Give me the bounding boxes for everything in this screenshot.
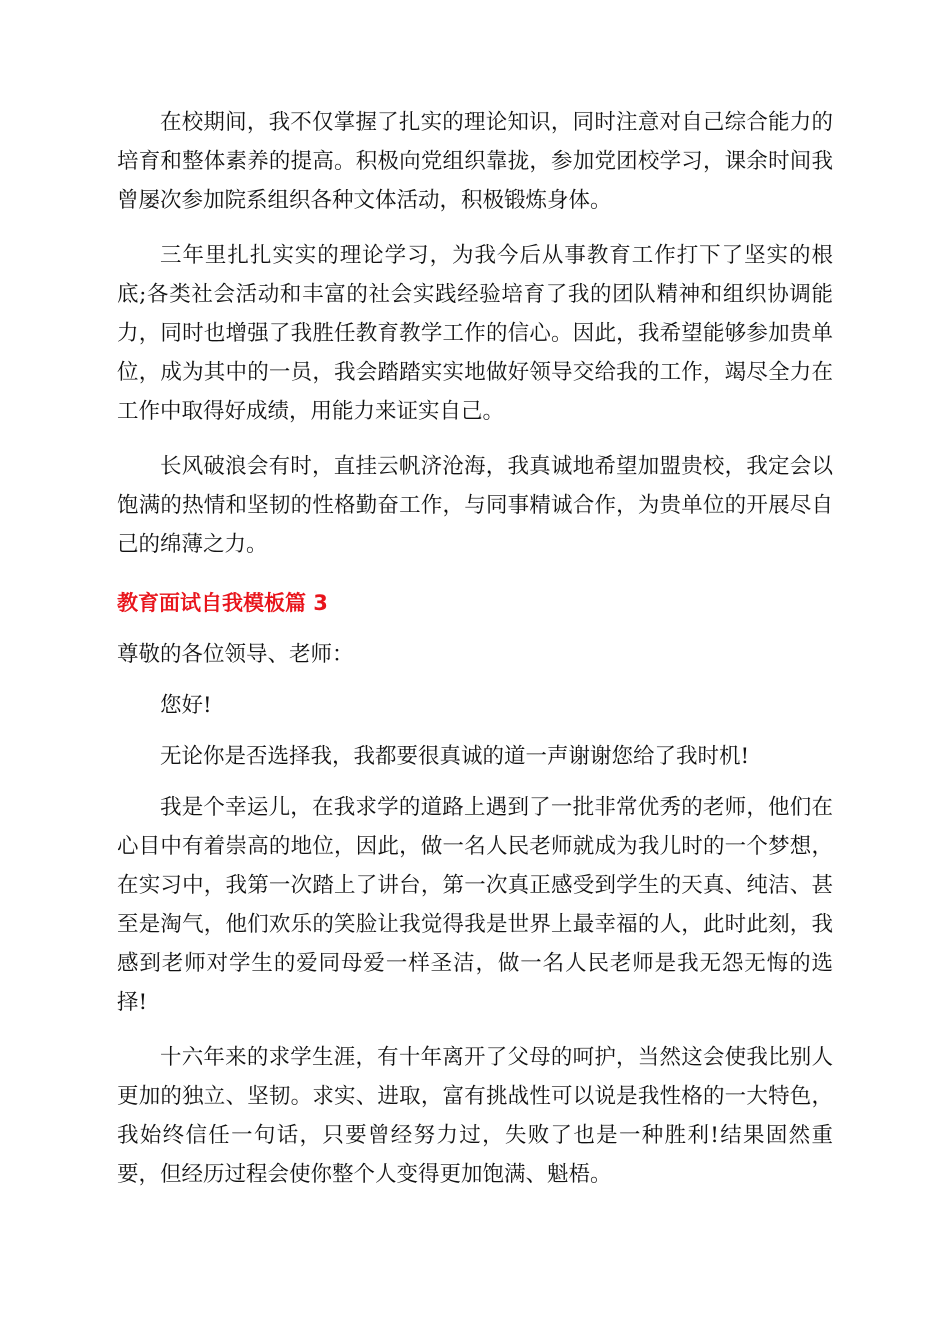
paragraph-teacher-dream: 我是个幸运儿，在我求学的道路上遇到了一批非常优秀的老师，他们在心目中有着崇高的地位，因此，做一名人民老师就成为我儿时的一个梦想，在实习中，我第一次踏上了讲台，第一次真正感受到学生的天真、纯洁、甚至是淘气，他们欢乐的笑脸让我觉得我是世界上最幸福的人，此时此刻，我感到老师对学生的爱同母爱一样圣洁，做一名人民老师是我无怨无悔的选择!: [117, 795, 833, 1015]
paragraph-thanks: 无论你是否选择我，我都要很真诚的道一声谢谢您给了我时机!: [160, 744, 750, 769]
paragraph-campus-life: 在校期间，我不仅掌握了扎实的理论知识，同时注意对自己综合能力的培育和整体素养的提高。积极向党组织靠拢，参加党团校学习，课余时间我曾屡次参加院系组织各种文体活动，积极锻炼身体。: [117, 110, 833, 213]
greeting: 您好!: [160, 693, 212, 718]
paragraph-theory-study: 三年里扎扎实实的理论学习，为我今后从事教育工作打下了坚实的根底;各类社会活动和丰富的社会实践经验培育了我的团队精神和组织协调能力，同时也增强了我胜任教育教学工作的信心。因此，我希望能够参加贵单位，成为其中的一员，我会踏踏实实地做好领导交给我的工作，竭尽全力在工作中取得好成绩，用能力来证实自己。: [117, 243, 833, 424]
paragraph-study-years: 十六年来的求学生涯，有十年离开了父母的呵护，当然这会使我比别人更加的独立、坚韧。求实、进取，富有挑战性可以说是我性格的一大特色，我始终信任一句话，只要曾经努力过，失败了也是一种胜利!结果固然重要，但经历过程会使你整个人变得更加饱满、魁梧。: [117, 1045, 833, 1187]
section-heading: 教育面试自我模板篇 3: [117, 591, 328, 615]
paragraph-aspiration: 长风破浪会有时，直挂云帆济沧海，我真诚地希望加盟贵校，我定会以饱满的热情和坚韧的性格勤奋工作，与同事精诚合作，为贵单位的开展尽自己的绵薄之力。: [117, 454, 833, 557]
salutation: 尊敬的各位领导、老师：: [117, 642, 354, 667]
document-page: [117, 103, 833, 1194]
